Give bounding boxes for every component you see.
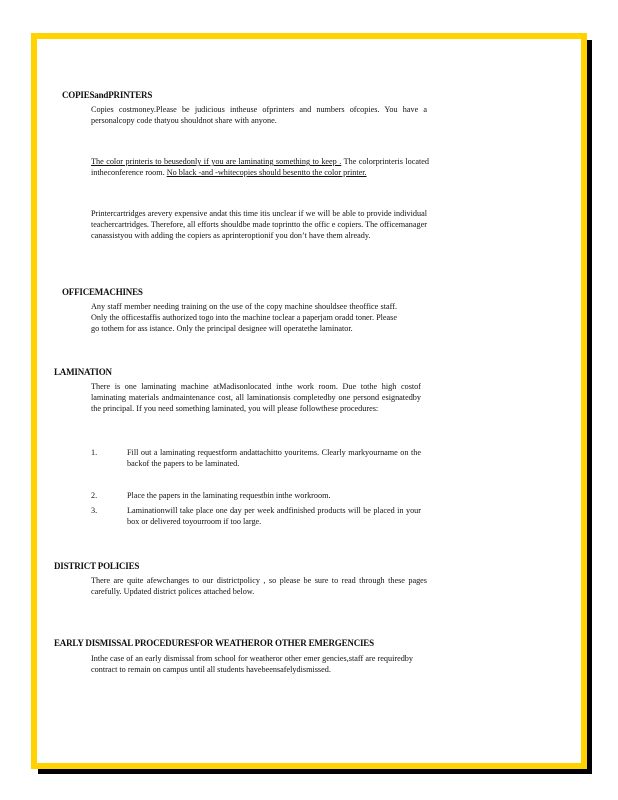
color-printer-location-text: The colorprinteris located intheconference room. — [91, 157, 430, 178]
color-printer-usage-text: The color printeris to beusedonly if you are laminating something to keep . — [91, 157, 342, 166]
lamination-paragraph-1: There is one laminating machine atMadisonlocated inthe work room. Due tothe high costof laminating materials andmaintenance cost, all laminationsis completedby one persond esignatedby the principal. If you need something laminated, you will please followthese procedures: — [91, 382, 421, 414]
lamination-step-2-text: Place the papers in the laminating requestbin inthe workroom. — [127, 491, 331, 500]
heading-district-policies: DISTRICT POLICIES — [54, 561, 140, 571]
district-paragraph-1: There are quite afewchanges to our districtpolicy , so please be sure to read through these pages carefully. Updated district polices attached below. — [91, 576, 427, 597]
copies-paragraph-1: Copies costmoney.Please be judicious intheuse ofprinters and numbers ofcopies. You have a personalcopy code thatyou shouldnot share with anyone. — [91, 105, 427, 126]
heading-office-machines: OFFICEMACHINES — [62, 287, 143, 297]
heading-copies-printers: COPIESandPRINTERS — [62, 90, 153, 100]
lamination-step-1-text: Fill out a laminating requestform andattachitto youritems. Clearly markyourname on the backof the papers to be laminated. — [127, 448, 421, 469]
no-bw-copies-text: No black -and -whitecopies should besentto the color printer. — [166, 168, 367, 178]
lamination-step-1-number: 1. — [91, 448, 98, 457]
early-dismissal-paragraph-1: Inthe case of an early dismissal from school for weatheror other emer gencies,staff are requiredby contract to remain on campus until all students havebeensafelydismissed. — [91, 654, 413, 675]
office-paragraph-1: Any staff member needing training on the use of the copy machine shouldsee theoffice staff. Only the officestaffis authorized togo into the machine toclear a paperjam oradd toner. Please go tothem for ass istance. Only the principal designee will operatethe laminator. — [91, 302, 397, 334]
lamination-step-3-text: Laminationwill take place one day per week andfinished products will be placed in your box or delivered toyourroom if too large. — [127, 506, 421, 527]
document-content — [37, 39, 581, 763]
heading-early-dismissal: EARLY DISMISSAL PROCEDURESFOR WEATHEROR OTHER EMERGENCIES — [54, 638, 374, 648]
copies-paragraph-3: Printercartridges arevery expensive andat this time itis unclear if we will be able to provide individual teachercartridges. Therefore, all efforts shouldbe made toprintto the offic e copiers. The officemanager canassistyou with adding the copiers as aprinteroptionif you don’t have them already. — [91, 209, 427, 241]
heading-lamination: LAMINATION — [54, 367, 112, 377]
copies-paragraph-2 — [91, 156, 429, 178]
document-page — [31, 33, 587, 769]
lamination-step-3-number: 3. — [91, 506, 98, 515]
lamination-step-2-number: 2. — [91, 491, 98, 500]
